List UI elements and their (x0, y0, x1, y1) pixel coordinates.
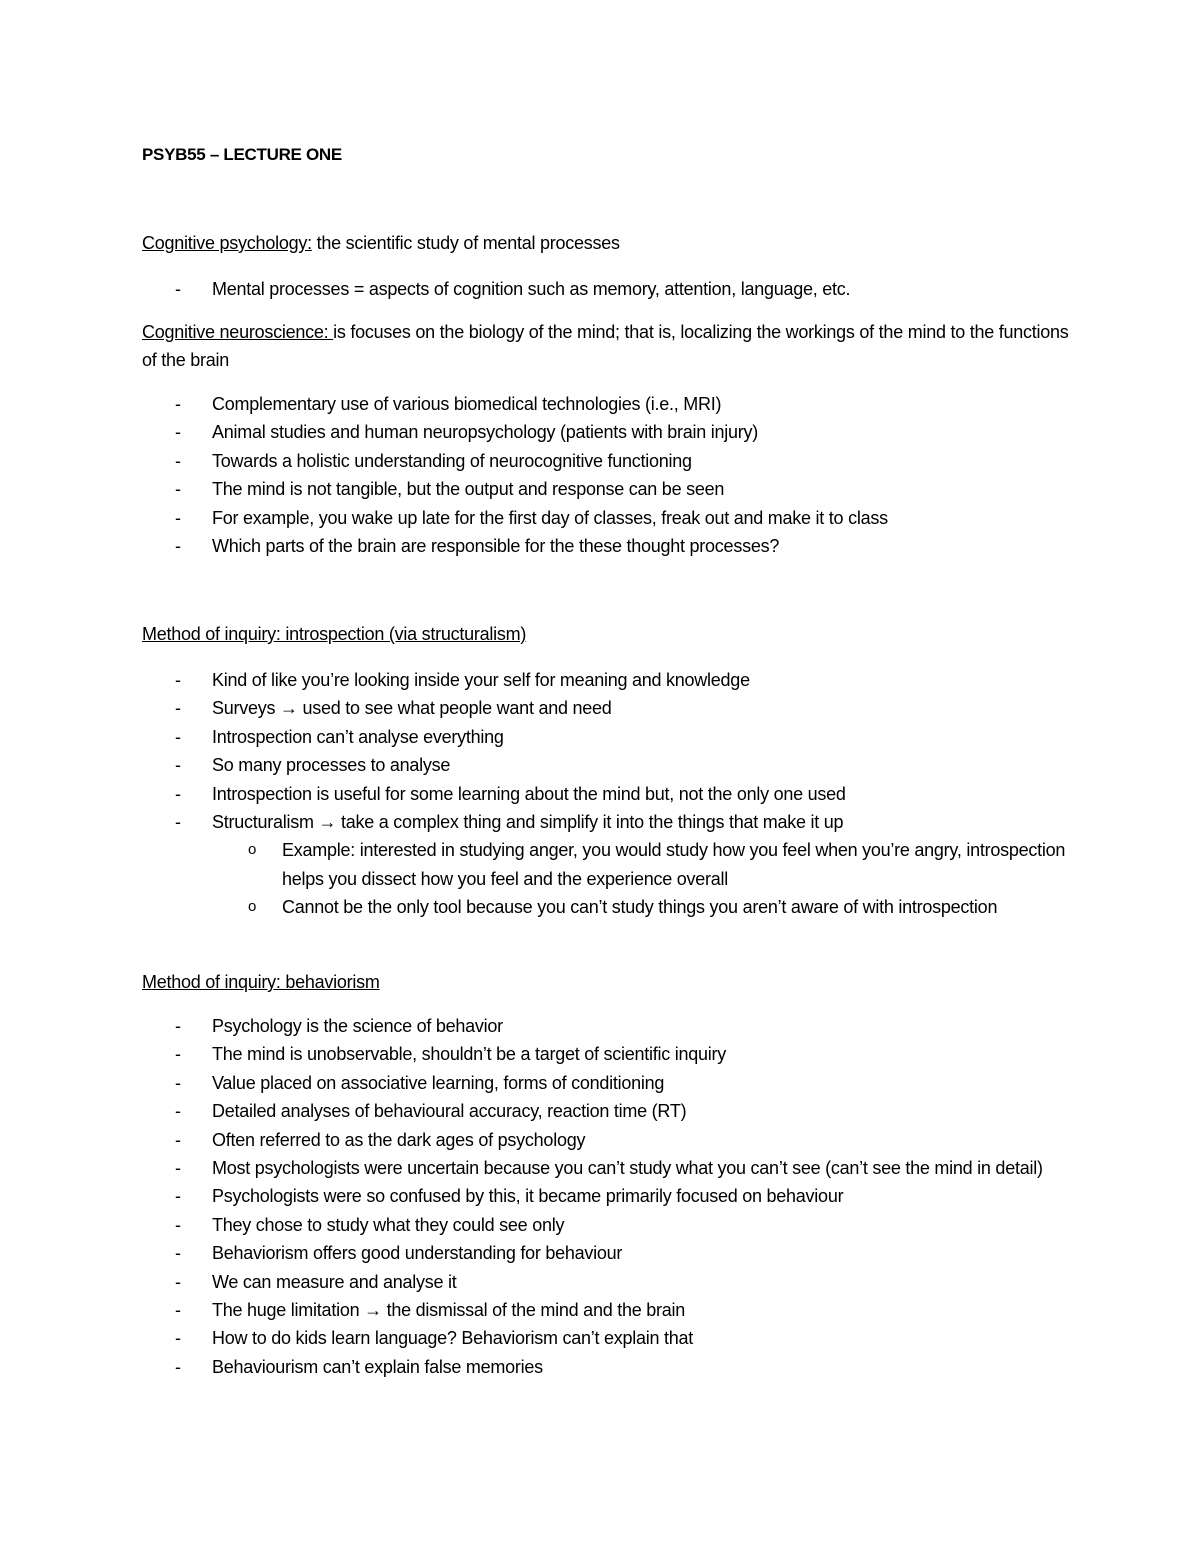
list-item: - So many processes to analyse (142, 751, 1072, 779)
dash-marker: - (175, 726, 181, 747)
dash-marker: - (175, 279, 181, 299)
dash-marker: - (175, 1186, 181, 1207)
definition-text: is focuses on the biology of the mind; that is, localizing the workings of the mind to the functions of the brain (142, 322, 1069, 371)
dash-marker: - (175, 450, 181, 471)
list-item: - Introspection is useful for some learning about the mind but, not the only one used (142, 780, 1072, 808)
dash-marker: - (175, 1044, 181, 1065)
list-item: - Which parts of the brain are responsible for the these thought processes? (142, 532, 1072, 560)
sub-list-item: o Cannot be the only tool because you can’t study things you aren’t aware of with introspection (212, 893, 1072, 921)
dash-marker: - (175, 698, 181, 719)
dash-marker: - (175, 812, 181, 833)
sub-list-item: o Example: interested in studying anger, you would study how you feel when you’re angry, introspection helps you dissect how you feel and the experience overall (212, 836, 1072, 893)
heading-behaviorism: Method of inquiry: behaviorism (142, 972, 380, 992)
list-item: - Animal studies and human neuropsychology (patients with brain injury) (142, 418, 1072, 446)
list-cognitive-neuroscience (142, 390, 1072, 560)
dash-marker: - (175, 1328, 181, 1349)
list-item: - Detailed analyses of behavioural accuracy, reaction time (RT) (142, 1097, 1072, 1125)
dash-marker: - (175, 1356, 181, 1377)
list-item: - The mind is not tangible, but the output and response can be seen (142, 475, 1072, 503)
circle-marker: o (248, 898, 257, 916)
sub-list (212, 836, 1072, 921)
list-item: - Structuralism → take a complex thing and simplify it into the things that make it up o Example: interested in studying anger, you would study how you feel when you’re angry, introspection helps you dissect how you feel and the experience overall o Cannot be the only tool because you can’t study things you aren’t aware of with introspection (142, 808, 1072, 922)
dash-marker: - (175, 536, 181, 557)
list-item: - Value placed on associative learning, forms of conditioning (142, 1069, 1072, 1097)
term-cognitive-psychology: Cognitive psychology: (142, 233, 312, 253)
list-item: - They chose to study what they could see only (142, 1211, 1072, 1239)
list-item: - Mental processes = aspects of cognition such as memory, attention, language, etc. (142, 275, 1072, 303)
list-introspection (142, 666, 1072, 922)
definition-paragraph (142, 318, 1072, 375)
list-item: - Psychology is the science of behavior (142, 1012, 1072, 1040)
dash-marker: - (175, 1101, 181, 1122)
term-cognitive-neuroscience: Cognitive neuroscience: (142, 322, 334, 342)
dash-marker: - (175, 507, 181, 528)
list-cognitive-psychology (142, 275, 1072, 303)
list-item: - Towards a holistic understanding of neurocognitive functioning (142, 447, 1072, 475)
dash-marker: - (175, 1158, 181, 1179)
dash-marker: - (175, 1016, 181, 1036)
heading-introspection: Method of inquiry: introspection (via structuralism) (142, 624, 527, 644)
list-item: - Psychologists were so confused by this, it became primarily focused on behaviour (142, 1182, 1072, 1210)
circle-marker: o (248, 841, 257, 859)
dash-marker: - (175, 1300, 181, 1321)
list-item: - The huge limitation → the dismissal of the mind and the brain (142, 1296, 1072, 1324)
list-item: - Introspection can’t analyse everything (142, 723, 1072, 751)
list-item: - Behaviorism offers good understanding for behaviour (142, 1239, 1072, 1267)
document-title: PSYB55 – LECTURE ONE (142, 145, 342, 164)
dash-marker: - (175, 1129, 181, 1150)
dash-marker: - (175, 422, 181, 443)
dash-marker: - (175, 670, 181, 690)
definition-paragraph (142, 229, 1072, 257)
list-item: - Complementary use of various biomedical technologies (i.e., MRI) (142, 390, 1072, 418)
dash-marker: - (175, 755, 181, 776)
dash-marker: - (175, 1243, 181, 1264)
section-cognitive-neuroscience (142, 318, 1072, 375)
list-item: - Often referred to as the dark ages of psychology (142, 1126, 1072, 1154)
list-item: - Surveys → used to see what people want and need (142, 694, 1072, 722)
dash-marker: - (175, 479, 181, 500)
list-item: - For example, you wake up late for the first day of classes, freak out and make it to class (142, 504, 1072, 532)
definition-text: the scientific study of mental processes (311, 233, 620, 253)
list-behaviorism (142, 1012, 1072, 1381)
list-item: - We can measure and analyse it (142, 1268, 1072, 1296)
list-item: - Behaviourism can’t explain false memories (142, 1353, 1072, 1381)
section-cognitive-psychology (142, 229, 1072, 257)
list-item: - How to do kids learn language? Behaviorism can’t explain that (142, 1324, 1072, 1352)
section-behaviorism (142, 968, 1072, 996)
dash-marker: - (175, 783, 181, 804)
dash-marker: - (175, 1214, 181, 1235)
list-item: - Kind of like you’re looking inside your self for meaning and knowledge (142, 666, 1072, 694)
section-introspection (142, 620, 1072, 648)
dash-marker: - (175, 1271, 181, 1292)
list-item: - The mind is unobservable, shouldn’t be a target of scientific inquiry (142, 1040, 1072, 1068)
dash-marker: - (175, 1072, 181, 1093)
dash-marker: - (175, 394, 181, 414)
list-item: - Most psychologists were uncertain because you can’t study what you can’t see (can’t see the mind in detail) (142, 1154, 1072, 1182)
